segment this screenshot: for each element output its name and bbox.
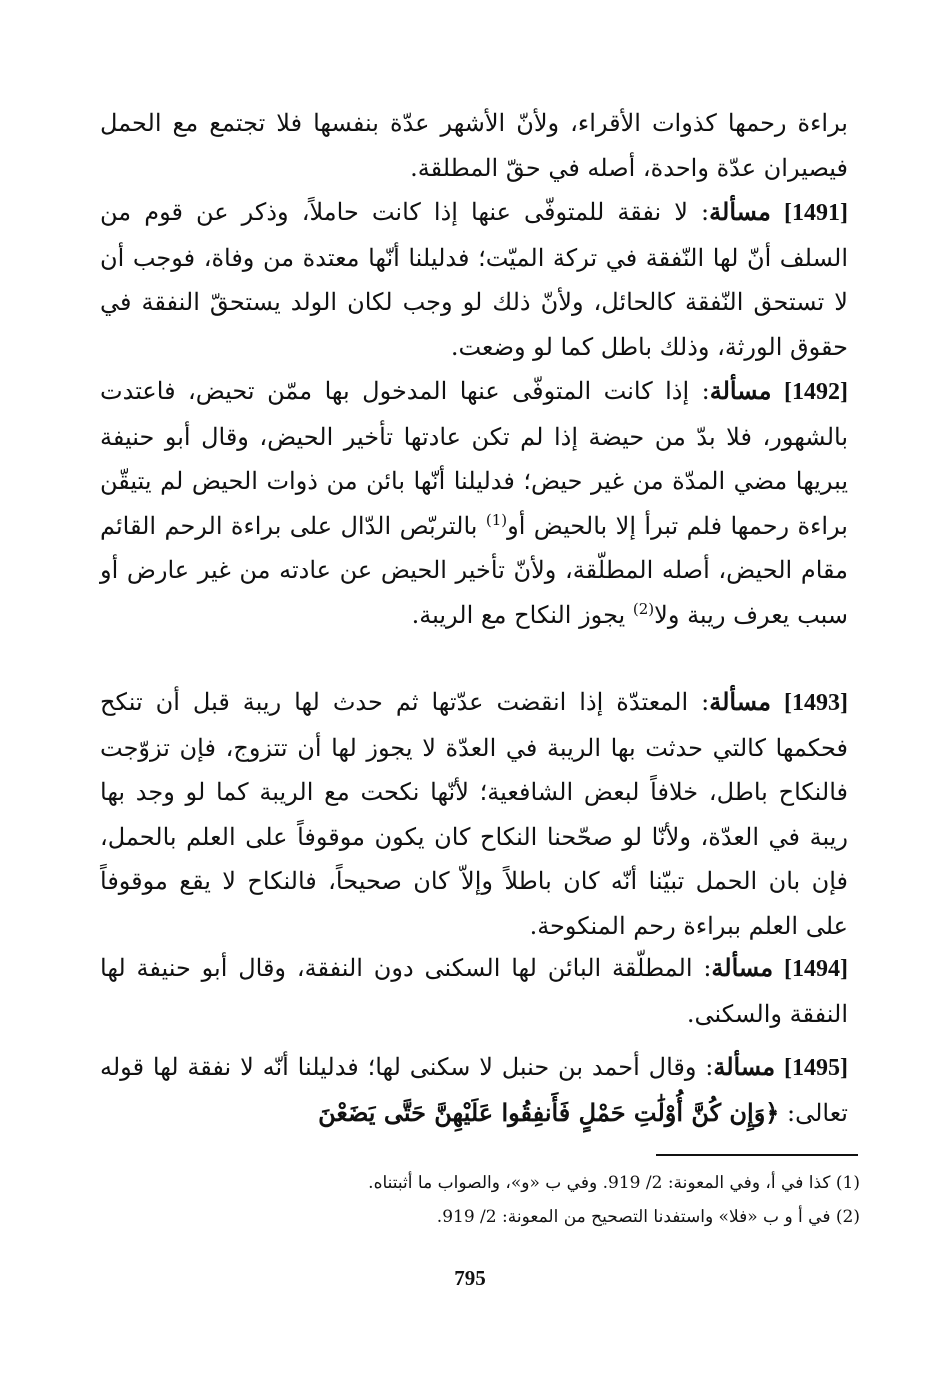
issue-1495: [1495] مسألة: وقال أحمد بن حنبل لا سكنى لها؛ فدليلنا أنّه لا نفقة لها قوله تعالى: ﴿وَإِن كُنَّ أُوْلَٰتِ حَمْلٍ فَأَنفِقُوا عَلَيْهِنَّ حَتَّى يَضَعْنَ [100,1052,848,1127]
issue-label: مسألة [711,953,774,982]
issue-text: إذا كانت المتوفّى عنها المدخول بها ممّن تحيض، فاعتدت بالشهور، فلا بدّ من حيضة إذا لم تكن عادتها تأخير الحيض، وقال أبو حنيفة يبريها مضي المدّة من غير حيض؛ فدليلنا أنّها بائن من ذوات الحيض لم يتيقّن براءة رحمها فلم تبرأ إلا بالحيض أو [100,377,848,540]
issue-label: مسألة [709,197,771,226]
issue-number: [1493] [783,690,848,716]
footnote-separator [656,1154,858,1156]
issue-1494: [1494] مسألة: المطلّقة البائن لها السكنى دون النفقة، وقال أبو حنيفة لها النفقة والسكنى. [100,953,848,1028]
footnote-text: كذا في أ، وفي المعونة: 2/ 919. وفي ب «و»، والصواب ما أثبتناه. [368,1173,831,1193]
issue-number: [1491] [784,200,848,226]
issue-text: المعتدّة إذا انقضت عدّتها ثم حدث لها ريبة قبل أن تنكح فحكمها كالتي حدثت بها الريبة في العدّة لا يجوز لها أن تتزوج، فإن تزوّجت فالنكاح باطل، خلافاً لبعض الشافعية؛ لأنّها نكحت مع الريبة كما لو وجد بها ريبة في العدّة، ولأنّا لو صحّحنا النكاح كان يكون موقوفاً على العلم بالحمل، فإن بان الحمل تبيّنا أنّه كان باطلاً وإلاّ كان صحيحاً، فالنكاح لا يقع موقوفاً على العلم ببراءة رحم المنكوحة. [100,688,848,940]
issue-text: المطلّقة البائن لها السكنى دون النفقة، وقال أبو حنيفة لها النفقة والسكنى. [100,954,848,1028]
issue-text: وقال أحمد بن حنبل لا سكنى لها؛ فدليلنا أنّه لا نفقة لها قوله تعالى: [100,1053,848,1127]
footnote-ref-1: (1) [485,510,508,529]
footnotes [250,1166,860,1234]
footnote-marker: (1) [835,1173,860,1193]
issue-label: مسألة [709,376,772,405]
paragraph-text: براءة رحمها كذوات الأقراء، ولأنّ الأشهر عدّة بنفسها فلا تجتمع مع الحمل فيصيران عدّة واحدة، أصله في حقّ المطلقة. [100,109,848,182]
issue-text: يجوز النكاح مع الريبة. [411,600,626,629]
issue-label: مسألة [709,687,771,716]
issue-text: بالتربّص الدّال على براءة الرحم القائم مقام الحيض، أصله المطلّقة، ولأنّ تأخير الحيض عن عادته من غير عارض أو سبب يعرف ريبة ولا [100,511,848,629]
issue-text: لا نفقة للمتوفّى عنها إذا كانت حاملاً، وذكر عن قوم من السلف أنّ لها النّفقة في تركة الميّت؛ فدليلنا أنّها معتدة من وفاة، فوجب أن لا تستحق النّفقة كالحائل، ولأنّ ذلك لو وجب لكان الولد يستحقّ النفقة في حقوق الورثة، وذلك باطل كما لو وضعت. [100,198,848,361]
footnote-marker: (2) [835,1207,860,1227]
issue-number: [1494] [784,956,848,982]
issue-1491: [1491] مسألة: لا نفقة للمتوفّى عنها إذا كانت حاملاً، وذكر عن قوم من السلف أنّ لها النّفقة في تركة الميّت؛ فدليلنا أنّها معتدة من وفاة، فوجب أن لا تستحق النّفقة كالحائل، ولأنّ ذلك لو وجب لكان الولد يستحقّ النفقة في حقوق الورثة، وذلك باطل كما لو وضعت. [100,197,848,361]
footnote-2 [250,1200,860,1234]
footnote-1 [250,1166,860,1200]
issue-1493: [1493] مسألة: المعتدّة إذا انقضت عدّتها ثم حدث لها ريبة قبل أن تنكح فحكمها كالتي حدثت بها الريبة في العدّة لا يجوز لها أن تتزوج، فإن تزوّجت فالنكاح باطل، خلافاً لبعض الشافعية؛ لأنّها نكحت مع الريبة كما لو وجد بها ريبة في العدّة، ولأنّا لو صحّحنا النكاح كان يكون موقوفاً على العلم بالحمل، فإن بان الحمل تبيّنا أنّه كان باطلاً وإلاّ كان صحيحاً، فالنكاح لا يقع موقوفاً على العلم ببراءة رحم المنكوحة. [100,687,848,940]
footnote-ref-2: (2) [632,599,655,618]
quran-verse: ﴿وَإِن كُنَّ أُوْلَٰتِ حَمْلٍ فَأَنفِقُوا عَلَيْهِنَّ حَتَّى يَضَعْنَ [318,1097,780,1127]
issue-label: مسألة [713,1052,776,1081]
footnote-text: في أ و ب «فلا» واستفدنا التصحيح من المعونة: 2/ 919. [436,1207,831,1227]
issue-1492: [1492] مسألة: إذا كانت المتوفّى عنها المدخول بها ممّن تحيض، فاعتدت بالشهور، فلا بدّ من حيضة إذا لم تكن عادتها تأخير الحيض، وقال أبو حنيفة يبريها مضي المدّة من غير حيض؛ فدليلنا أنّها بائن من ذوات الحيض لم يتيقّن براءة رحمها فلم تبرأ إلا بالحيض أو$^{(1)}$ بالتربّص الدّال على براءة الرحم القائم مقام الحيض، أصله المطلّقة، ولأنّ تأخير الحيض عن عادته من غير عارض أو سبب يعرف ريبة ولا$^{(2)}$ يجوز النكاح مع الريبة. [100,376,849,629]
page-number: 795 [454,1266,486,1290]
issue-number: [1492] [784,379,849,405]
issue-number: [1495] [783,1055,848,1081]
paragraph-intro [100,101,848,190]
